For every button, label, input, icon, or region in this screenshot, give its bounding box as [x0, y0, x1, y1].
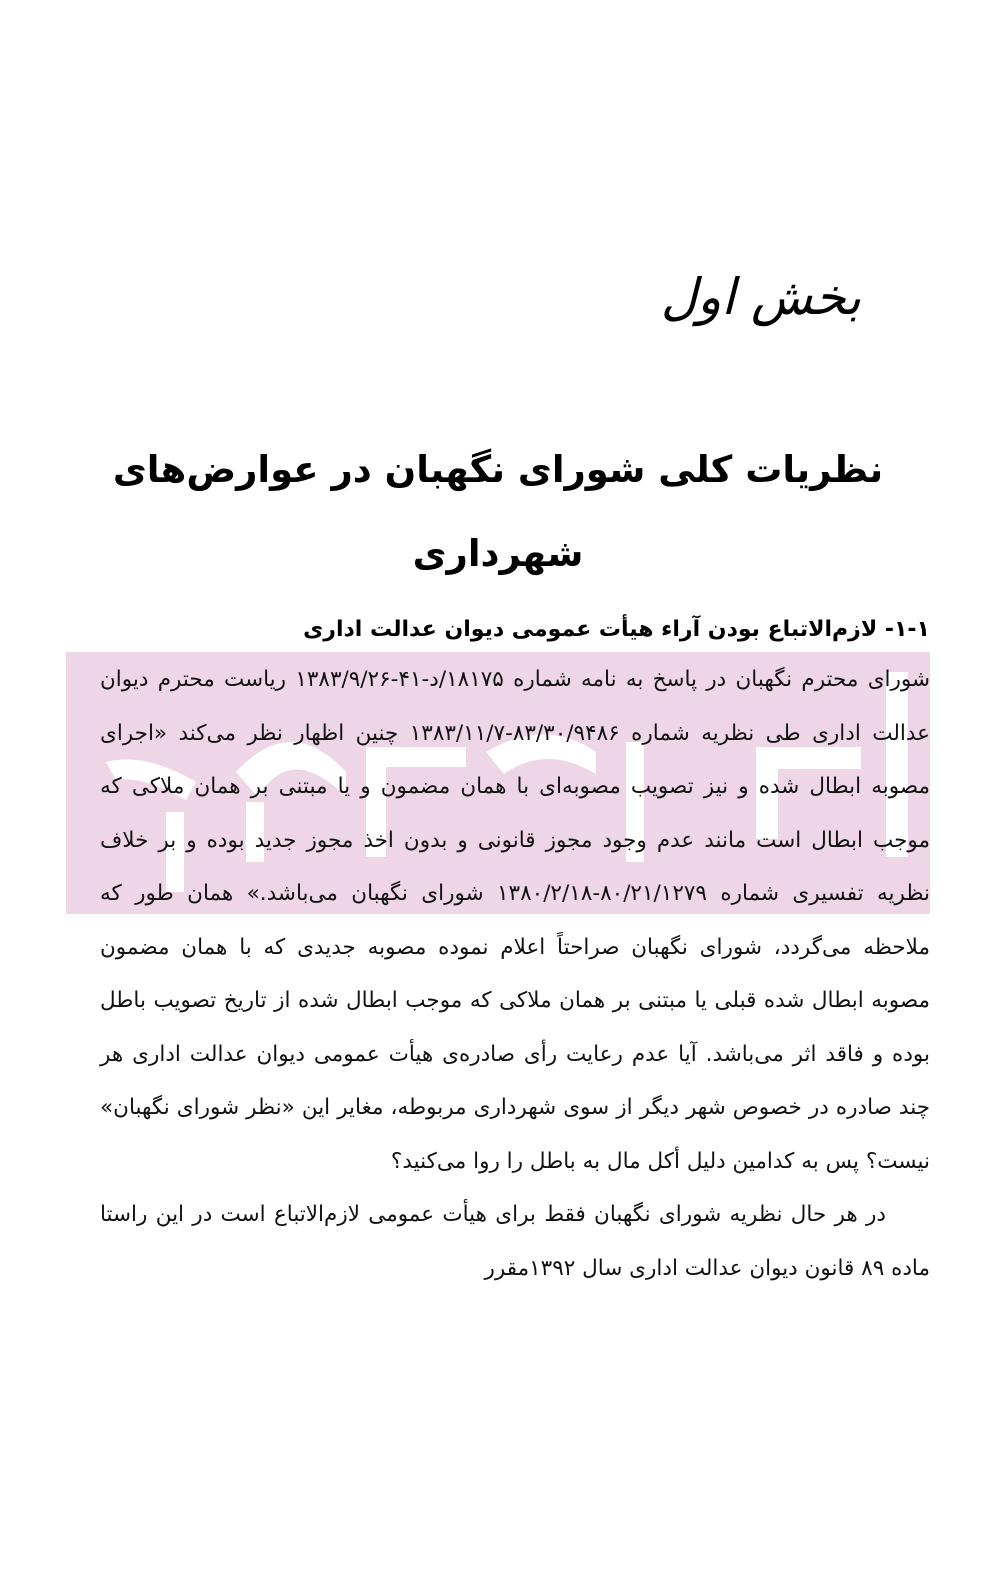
paragraph: در هر حال نظریه شورای نگهبان فقط برای هیأت عمومی لازم‌الاتباع است در این راستا ماده ۸۹ قانون دیوان عدالت اداری سال ۱۳۹۲مقرر: [100, 1202, 930, 1281]
body-text: [100, 653, 930, 1295]
part-title: بخش اول: [660, 268, 861, 326]
chapter-title: نظریات کلی شورای نگهبان در عوارض‌های شهرداری: [112, 448, 884, 575]
paragraph: شورای محترم نگهبان در پاسخ به نامه شماره ۱۸۱۷۵/د-۴۱-۱۳۸۳/۹/۲۶ ریاست محترم دیوان عدالت اداری طی نظریه شماره ۸۳/۳۰/۹۴۸۶-۱۳۸۳/۱۱/۷ چنین اظهار نظر می‌کند «اجرای مصوبه ابطال شده و نیز تصویب مصوبه‌ای با همان مضمون و یا مبتنی بر همان ملاکی که موجب ابطال است مانند عدم وجود مجوز قانونی و بدون اخذ مجوز جدید بوده و بر خلاف نظریه تفسیری شماره ۸۰/۲۱/۱۲۷۹-۱۳۸۰/۲/۱۸ شورای نگهبان می‌باشد.» همان طور که ملاحظه می‌گردد، شورای نگهبان صراحتاً اعلام نموده مصوبه جدیدی که با همان مضمون مصوبه ابطال شده قبلی یا مبتنی بر همان ملاکی که موجب ابطال شده از تاریخ تصویب باطل بوده و فاقد اثر می‌باشد. آیا عدم رعایت رأی صادره‌ی هیأت عمومی دیوان عدالت اداری هر چند صادره در خصوص شهر دیگر از سوی شهرداری مربوطه، مغایر این «نظر شورای نگهبان» نیست؟ پس به کدامین دلیل أکل مال به باطل را روا می‌کنید؟: [100, 667, 931, 1174]
section-heading: ۱-۱- لازم‌الاتباع بودن آراء هیأت عمومی دیوان عدالت اداری: [303, 617, 930, 642]
